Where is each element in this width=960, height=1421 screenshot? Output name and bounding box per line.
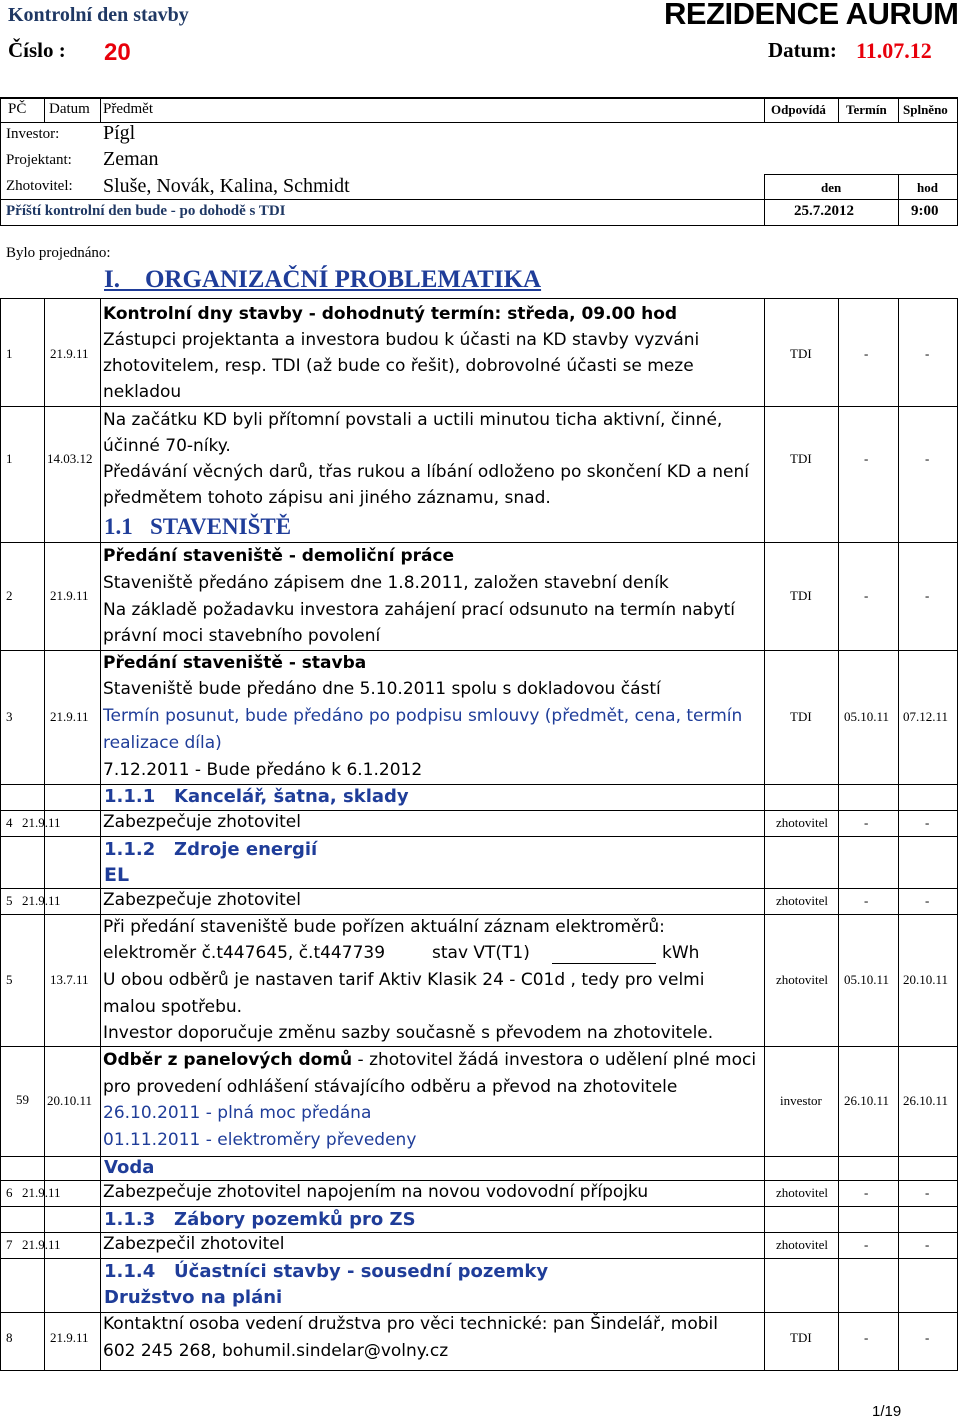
- number-value: 20: [104, 39, 131, 66]
- investor-value: Pígl: [103, 122, 136, 144]
- row-term: 05.10.11: [844, 972, 890, 987]
- row-text-line: 602 245 268, bohumil.sindelar@volny.cz: [103, 1341, 449, 1361]
- row-text-line: Investor doporučuje změnu sazby současně s převodem na zhotovitele.: [103, 1023, 714, 1043]
- row-done: -: [925, 893, 930, 908]
- col-termin: Termín: [846, 102, 887, 117]
- row-text-line: 7.12.2011 - Bude předáno k 6.1.2012: [103, 760, 423, 780]
- row-text-line: Při předání staveniště bude pořízen aktuální záznam elektroměrů:: [103, 917, 665, 937]
- row-done: 07.12.11: [903, 709, 949, 724]
- row-text-line: Staveniště předáno zápisem dne 1.8.2011, založen stavební deník: [103, 573, 669, 593]
- bylo-projednano: Bylo projednáno:: [6, 245, 111, 261]
- next-kd-time: 9:00: [911, 203, 939, 219]
- row-text-line: realizace díla): [103, 733, 222, 753]
- row-term: -: [864, 1330, 869, 1345]
- row-text-line: U obou odběrů je nastaven tarif Aktiv Klasik 24 - C01d , tedy pro velmi: [103, 970, 705, 990]
- row-text-line: elektroměr č.t447645, č.t447739: [103, 943, 386, 963]
- zhotovitel-label: Zhotovitel:: [6, 178, 73, 194]
- row-text-line: Termín posunut, bude předáno po podpisu smlouvy (předmět, cena, termín: [103, 706, 743, 726]
- row-text-line: nekladou: [103, 382, 182, 402]
- zhotovitel-value: Sluše, Novák, Kalina, Schmidt: [103, 175, 350, 197]
- project-name: REZIDENCE AURUM: [664, 0, 959, 31]
- blank-underline: [552, 963, 656, 964]
- date-value: 11.07.12: [856, 38, 932, 63]
- row-date: 21.9.11: [22, 1237, 61, 1252]
- row-text-line: kWh: [662, 943, 700, 963]
- col-predmet: Předmět: [103, 101, 153, 117]
- row-date: 21.9.11: [50, 588, 89, 603]
- row-text-line: předmětem tohoto zápisu ani jiného záznamu, snad.: [103, 488, 551, 508]
- row-responsible: TDI: [790, 451, 812, 466]
- projektant-label: Projektant:: [6, 152, 72, 168]
- investor-label: Investor:: [6, 126, 60, 142]
- row-text-line: pro provedení odhlášení stávajícího odběru a převod na zhotovitele: [103, 1077, 678, 1097]
- row-term: -: [864, 1185, 869, 1200]
- row-done: -: [925, 588, 930, 603]
- row-text-line: [103, 1050, 756, 1070]
- row-responsible: zhotovitel: [776, 972, 828, 987]
- row-pc: 5: [6, 972, 13, 987]
- row-date: 14.03.12: [47, 451, 93, 466]
- row-text-line: Předávání věcných darů, třas rukou a líbání odloženo po skončení KD a není: [103, 462, 749, 482]
- row-text-line: Zabezpečuje zhotovitel: [103, 890, 301, 910]
- row-term: 26.10.11: [844, 1093, 890, 1108]
- row-text-rest: - zhotovitel žádá investora o udělení plné moci: [352, 1050, 757, 1070]
- row-responsible: TDI: [790, 1330, 812, 1345]
- row-text-bold: Odběr z panelových domů: [103, 1050, 353, 1070]
- row-pc: 4: [6, 815, 13, 830]
- subsection-el: EL: [104, 864, 130, 886]
- row-text-line: malou spotřebu.: [103, 997, 243, 1017]
- row-text-line: Na základě požadavku investora zahájení prací odsunuto na termín nabytí: [103, 600, 736, 620]
- row-done: 26.10.11: [903, 1093, 949, 1108]
- row-done: -: [925, 346, 930, 361]
- row-text-line: Staveniště bude předáno dne 5.10.2011 spolu s dokladovou částí: [103, 679, 661, 699]
- row-responsible: zhotovitel: [776, 815, 828, 830]
- row-pc: 1: [6, 346, 13, 361]
- den-label: den: [821, 180, 842, 195]
- section-1-1-heading: 1.1 STAVENIŠTĚ: [104, 514, 292, 539]
- row-pc: 59: [16, 1092, 29, 1107]
- row-date: 21.9.11: [22, 815, 61, 830]
- row-text-line: 26.10.2011 - plná moc předána: [103, 1103, 372, 1123]
- row-responsible: zhotovitel: [776, 1237, 828, 1252]
- row-done: 20.10.11: [903, 972, 949, 987]
- row-text-line: právní moci stavebního povolení: [103, 626, 381, 646]
- row-text-line: Na začátku KD byli přítomní povstali a uctili minutou ticha aktivní, činné,: [103, 410, 723, 430]
- row-responsible: TDI: [790, 346, 812, 361]
- section-1-heading: I. ORGANIZAČNÍ PROBLEMATIKA: [104, 266, 542, 293]
- next-kd-label: Příští kontrolní den bude - po dohodě s TDI: [6, 203, 286, 219]
- row-responsible: TDI: [790, 709, 812, 724]
- col-splneno: Splněno: [903, 102, 948, 117]
- row-text-line: stav VT(T1): [432, 943, 530, 963]
- row-date: 13.7.11: [50, 972, 89, 987]
- row-done: -: [925, 815, 930, 830]
- doc-title: Kontrolní den stavby: [8, 4, 189, 26]
- page-number: 1/19: [872, 1403, 902, 1420]
- row-term: -: [864, 1237, 869, 1252]
- row-term: -: [864, 588, 869, 603]
- row-text-line: Zabezpečuje zhotovitel: [103, 812, 301, 832]
- section-1-1-1-heading: 1.1.1 Kancelář, šatna, sklady: [104, 786, 409, 807]
- row-text-line: 01.11.2011 - elektroměry převedeny: [103, 1130, 417, 1150]
- row-term: -: [864, 451, 869, 466]
- subsection-druzstvo: Družstvo na pláni: [104, 1287, 283, 1308]
- row-date: 21.9.11: [22, 893, 61, 908]
- row-text-line: Kontaktní osoba vedení družstva pro věci technické: pan Šindelář, mobil: [103, 1314, 718, 1334]
- row-done: -: [925, 451, 930, 466]
- number-label: Číslo :: [8, 38, 66, 62]
- next-kd-date: 25.7.2012: [794, 203, 854, 219]
- row-pc: 3: [6, 709, 13, 724]
- row-responsible: zhotovitel: [776, 893, 828, 908]
- row-text-line: Předání staveniště - demoliční práce: [103, 546, 455, 566]
- row-term: -: [864, 893, 869, 908]
- row-text-line: Zabezpečil zhotovitel: [103, 1234, 285, 1254]
- row-pc: 2: [6, 588, 13, 603]
- row-term: 05.10.11: [844, 709, 890, 724]
- section-1-1-2-heading: 1.1.2 Zdroje energií: [104, 839, 318, 860]
- row-text-line: Kontrolní dny stavby - dohodnutý termín: středa, 09.00 hod: [103, 304, 678, 324]
- row-pc: 8: [6, 1330, 13, 1345]
- col-odpovida: Odpovídá: [771, 102, 826, 117]
- row-responsible: TDI: [790, 588, 812, 603]
- subsection-voda: Voda: [104, 1157, 155, 1178]
- row-date: 21.9.11: [22, 1185, 61, 1200]
- row-pc: 1: [6, 451, 13, 466]
- row-date: 20.10.11: [47, 1093, 93, 1108]
- row-text-line: zhotovitelem, resp. TDI (až bude co řešit), dobrovolné účasti se meze: [103, 356, 694, 376]
- date-label: Datum:: [768, 38, 837, 62]
- section-1-1-4-heading: 1.1.4 Účastníci stavby - sousední pozemky: [104, 1261, 549, 1282]
- hod-label: hod: [917, 180, 938, 195]
- row-responsible: investor: [780, 1093, 822, 1108]
- row-term: -: [864, 815, 869, 830]
- row-text-line: Předání staveniště - stavba: [103, 653, 367, 673]
- row-pc: 7: [6, 1237, 13, 1252]
- row-pc: 6: [6, 1185, 13, 1200]
- row-done: -: [925, 1237, 930, 1252]
- col-datum: Datum: [49, 101, 90, 117]
- row-done: -: [925, 1185, 930, 1200]
- section-1-1-3-heading: 1.1.3 Zábory pozemků pro ZS: [104, 1209, 416, 1230]
- col-pc: PČ: [8, 101, 27, 117]
- row-date: 21.9.11: [50, 346, 89, 361]
- row-pc: 5: [6, 893, 13, 908]
- row-date: 21.9.11: [50, 1330, 89, 1345]
- row-date: 21.9.11: [50, 709, 89, 724]
- row-text-line: Zástupci projektanta a investora budou k účasti na KD stavby vyzváni: [103, 330, 700, 350]
- projektant-value: Zeman: [103, 148, 159, 170]
- row-responsible: zhotovitel: [776, 1185, 828, 1200]
- row-text-line: účinné 70-níky.: [103, 436, 231, 456]
- row-done: -: [925, 1330, 930, 1345]
- row-term: -: [864, 346, 869, 361]
- row-text-line: Zabezpečuje zhotovitel napojením na novou vodovodní přípojku: [103, 1182, 649, 1202]
